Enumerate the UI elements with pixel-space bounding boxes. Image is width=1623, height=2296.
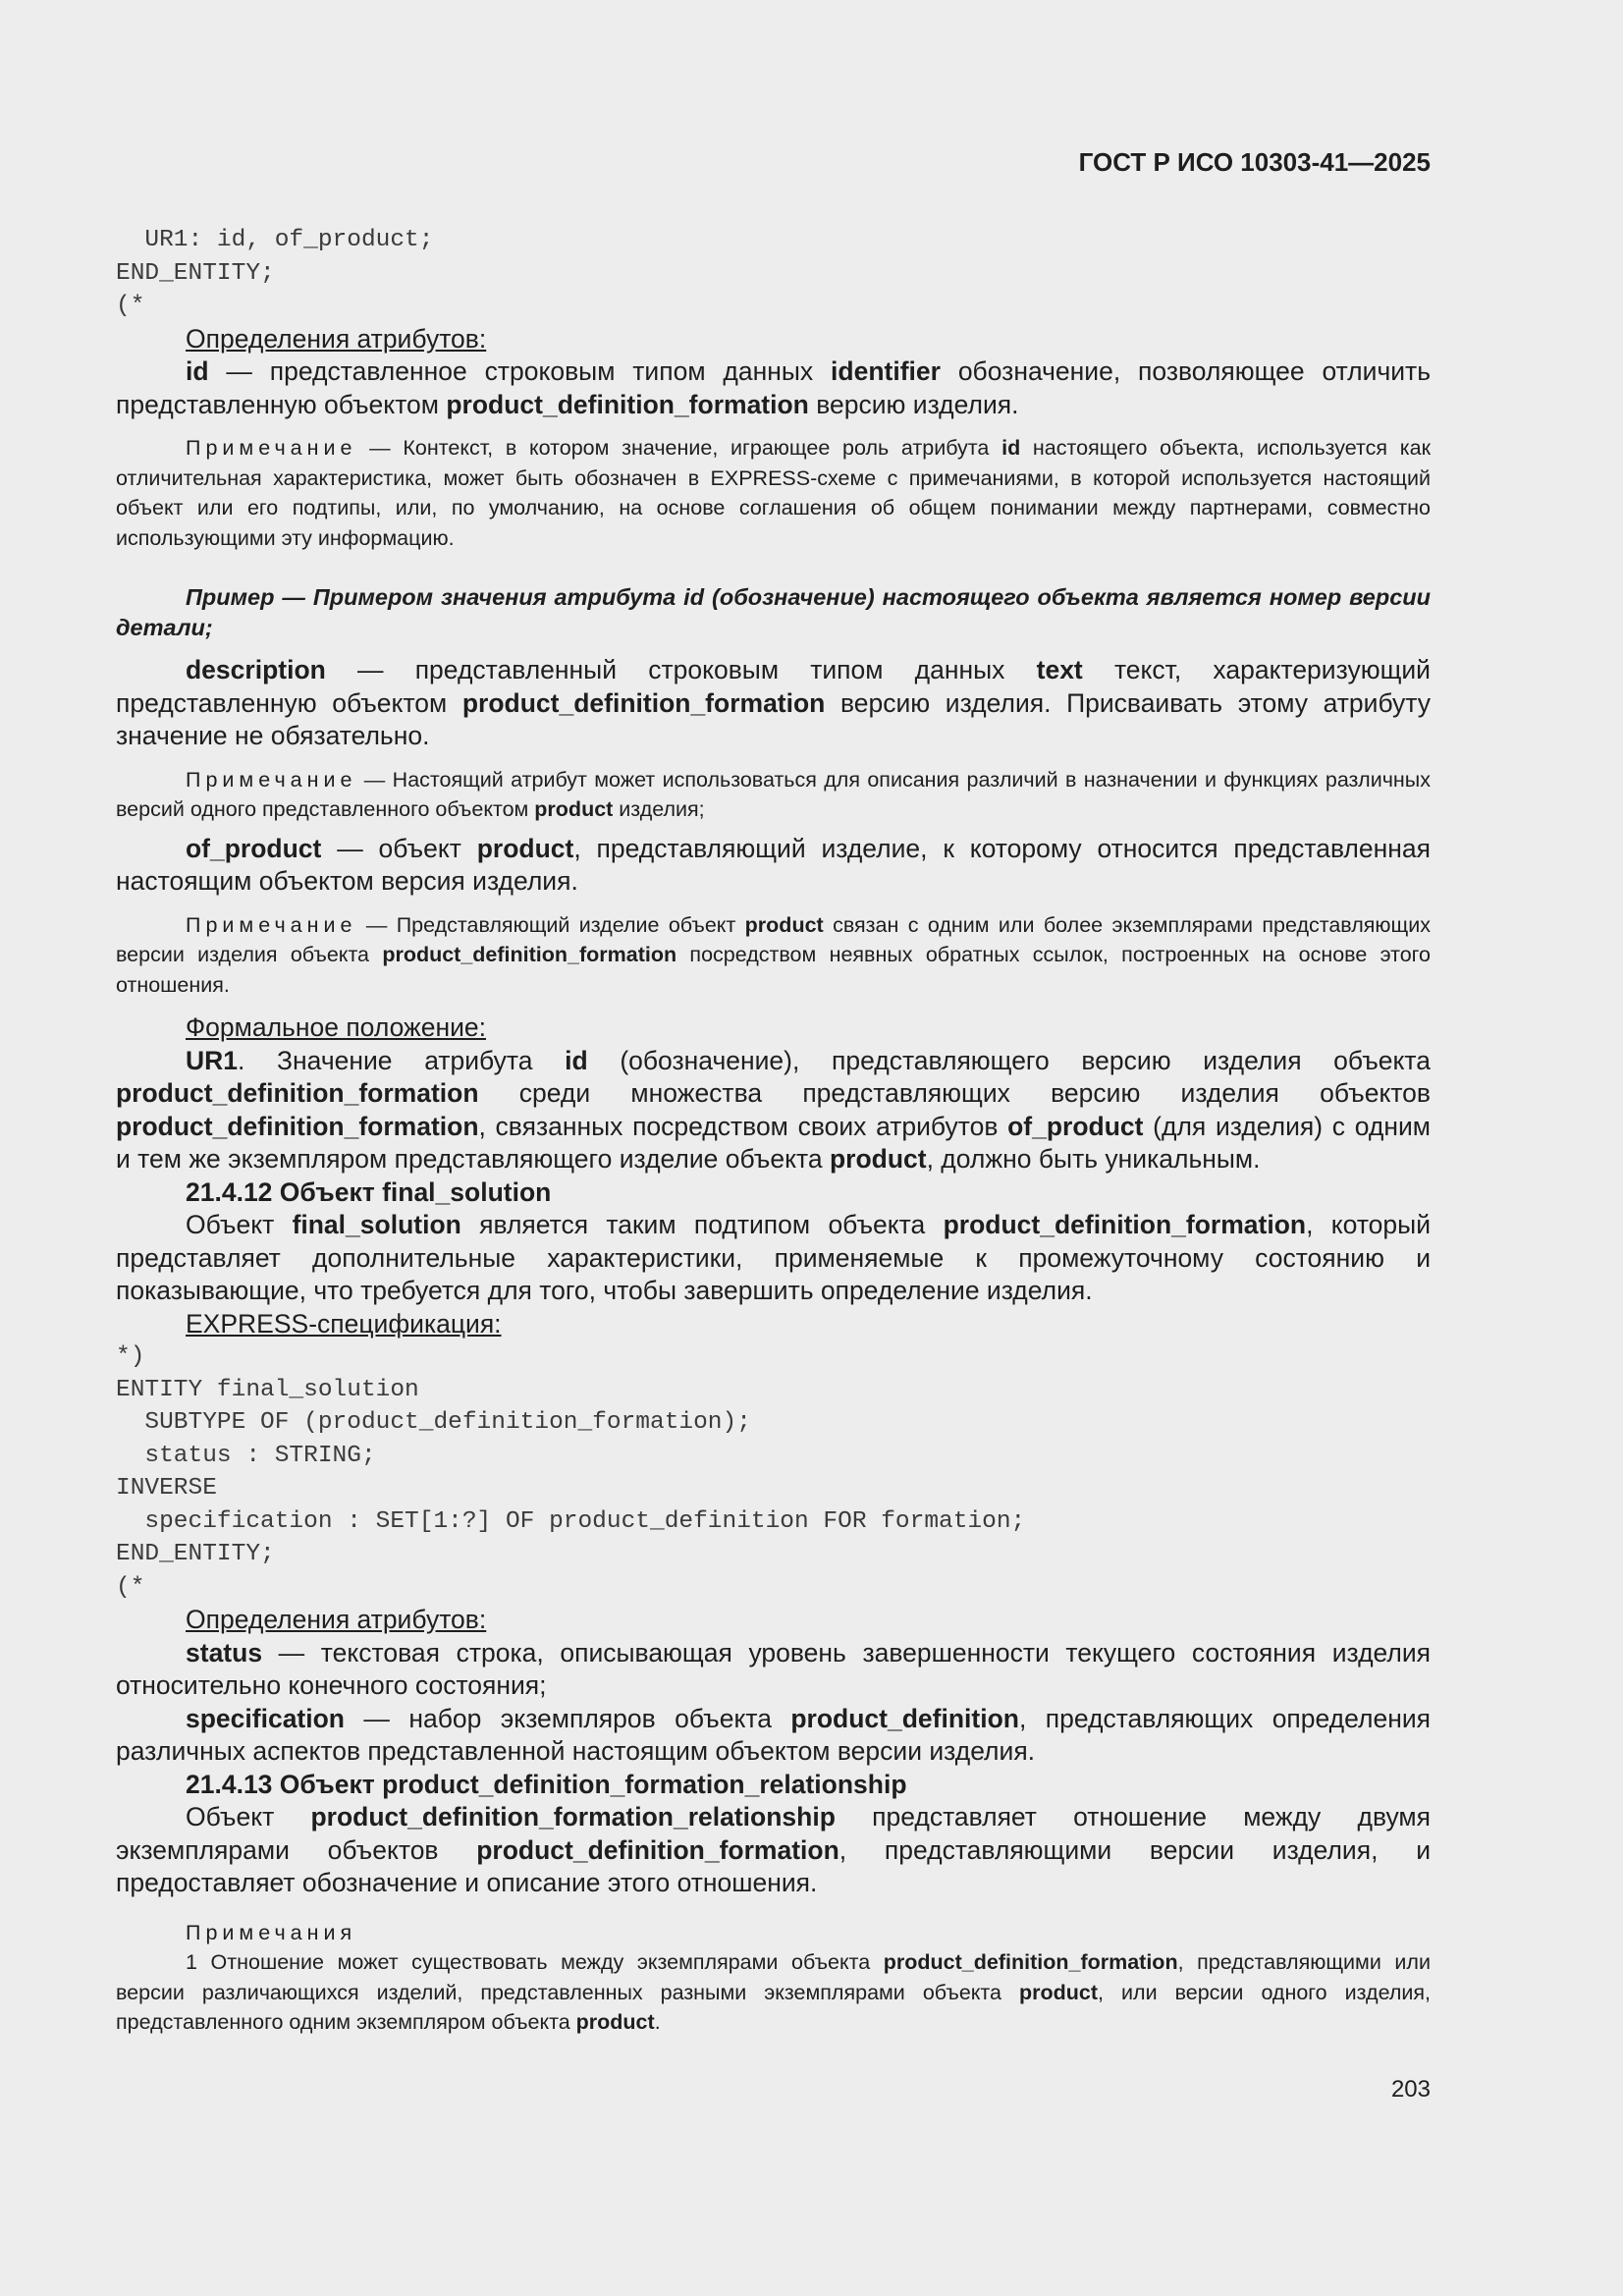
text-fragment: — представленное строковым типом данных — [208, 356, 832, 386]
page-body — [116, 224, 1431, 2038]
text-fragment: — Настоящий атрибут может использоваться для описания различий в назначении и функциях различных версий одного представленного объектом — [116, 767, 1431, 821]
code-line: END_ENTITY; — [116, 1541, 275, 1567]
text-fragment: product_definition — [790, 1703, 1019, 1733]
code-line: INVERSE — [116, 1475, 217, 1502]
text-fragment: text — [1036, 655, 1083, 684]
text-fragment: , представляющих определения различных аспектов представленной настоящим объектом версии изделия. — [116, 1703, 1431, 1766]
text-fragment: product_definition_formation — [382, 943, 677, 966]
text-fragment: status — [186, 1637, 263, 1667]
text-fragment: связан с одним или более экземплярами представляющих версии изделия объекта — [116, 912, 1431, 966]
text-fragment: , представляющий изделие, к которому относится представленная настоящим объектом версия изделия. — [116, 833, 1431, 896]
page-number: 203 — [1390, 2076, 1431, 2103]
text-fragment: product — [744, 912, 824, 937]
text-fragment: . Значение атрибута — [238, 1045, 566, 1075]
text-fragment: настоящего объекта, используется как отличительная характеристика, может быть обозначен в EXPRESS-схеме с примечаниями, в которой используется настоящий объект или его подтипы, или, по умолчанию, на основе соглашения об общем понимании между партнерами, совместно использующими эту информацию. — [116, 436, 1431, 550]
text-fragment: identifier — [831, 356, 941, 386]
text-fragment: Примечания — [186, 1920, 357, 1944]
text-fragment: Определения атрибутов: — [186, 323, 487, 354]
text-fragment: среди множества представляющих версию изделия объектов — [478, 1078, 1431, 1108]
text-fragment: product_definition_formation — [116, 1078, 479, 1108]
code-line: *) — [116, 1343, 145, 1370]
ur1-rule — [116, 1045, 1431, 1176]
text-fragment: product_definition_formation — [476, 1834, 839, 1865]
text-fragment: id — [1001, 436, 1021, 460]
of-product-definition — [116, 833, 1431, 899]
text-fragment: product_definition_formation — [461, 687, 826, 718]
text-fragment: — Представляющий изделие объект — [356, 912, 745, 937]
text-fragment: EXPRESS-спецификация: — [186, 1308, 502, 1339]
text-fragment: product — [534, 797, 614, 821]
text-fragment: — объект — [321, 833, 477, 863]
text-fragment: id — [186, 356, 209, 386]
code-block-final-solution — [116, 1340, 1431, 1604]
text-fragment: — представленный строковым типом данных — [325, 655, 1037, 684]
attribute-definitions-heading-2 — [116, 1604, 1431, 1637]
text-fragment: Примечание — [186, 767, 357, 792]
text-fragment: Примечание — [186, 912, 357, 937]
text-fragment: (для изделия) с одним и тем же экземпляром представляющего изделие объекта — [116, 1111, 1431, 1174]
text-fragment: , связанных посредством своих атрибутов — [478, 1111, 1008, 1141]
code-line: SUBTYPE OF (product_definition_formation); — [116, 1409, 751, 1436]
attribute-definitions-heading — [116, 323, 1431, 356]
text-fragment: посредством неявных обратных ссылок, построенных на основе этого отношения. — [116, 943, 1431, 997]
specification-definition — [116, 1703, 1431, 1769]
text-fragment: версию изделия. — [808, 389, 1019, 419]
text-fragment: product_definition_formation — [446, 389, 809, 419]
description-definition — [116, 654, 1431, 753]
text-fragment: product — [1019, 1980, 1099, 2004]
text-fragment: product — [476, 833, 574, 863]
final-solution-paragraph — [116, 1209, 1431, 1308]
text-fragment: product_definition_formation — [116, 1111, 479, 1141]
text-fragment: , который представляет дополнительные характеристики, применяемые к промежуточному состоянию и показывающие, что требуется для того, чтобы завершить определение изделия. — [116, 1210, 1431, 1305]
text-fragment: Объект — [186, 1210, 293, 1239]
code-line: (* — [116, 1573, 145, 1601]
text-fragment: , представляющими версии изделия, и предоставляет обозначение и описание этого отношения. — [116, 1834, 1431, 1897]
id-definition — [116, 355, 1431, 421]
code-line: ENTITY final_solution — [116, 1376, 419, 1403]
note-relationship — [116, 1947, 1431, 2038]
text-fragment: Примечание — [186, 436, 357, 460]
text-fragment: product_definition_formation — [883, 1950, 1178, 1974]
code-line: END_ENTITY; — [116, 259, 275, 287]
section-heading-21-4-12: 21.4.12 Объект final_solution — [186, 1176, 552, 1207]
text-fragment: изделия; — [613, 797, 705, 821]
text-fragment: представляет отношение между двумя экземплярами объектов — [116, 1802, 1431, 1865]
pdfr-paragraph — [116, 1801, 1431, 1900]
code-line: specification : SET[1:?] OF product_definition FOR formation; — [116, 1507, 1026, 1535]
text-fragment: UR1 — [186, 1045, 239, 1075]
text-fragment: 1 Отношение может существовать между экземплярами объекта — [186, 1950, 884, 1974]
notes-heading — [116, 1918, 1431, 1948]
text-fragment: версию изделия. Присваивать этому атрибуту значение не обязательно. — [116, 687, 1431, 750]
text-fragment: final_solution — [292, 1210, 461, 1239]
text-fragment: . — [654, 2010, 661, 2034]
text-fragment: Определения атрибутов: — [186, 1605, 487, 1634]
text-fragment: текст, характеризующий представленную объектом — [116, 655, 1431, 718]
code-line: status : STRING; — [116, 1442, 376, 1469]
text-fragment: — текстовая строка, описывающая уровень завершенности текущего состояния изделия относительно конечного состояния; — [116, 1637, 1431, 1700]
example-id: Пример — Примером значения атрибута id (обозначение) настоящего объекта является номер версии детали; — [116, 584, 1431, 640]
text-fragment: , или версии одного изделия, представленного одним экземпляром объекта — [116, 1980, 1431, 2034]
note-of-product — [116, 910, 1431, 1001]
text-fragment: id — [565, 1045, 588, 1075]
text-fragment: description — [186, 655, 326, 684]
text-fragment: of_product — [186, 833, 322, 863]
code-block-ur1 — [116, 224, 1431, 323]
text-fragment: product — [575, 2010, 655, 2034]
express-specification-heading — [116, 1308, 1431, 1341]
text-fragment: of_product — [1007, 1111, 1144, 1141]
text-fragment: product — [829, 1144, 927, 1174]
text-fragment: — набор экземпляров объекта — [345, 1703, 791, 1733]
status-definition — [116, 1637, 1431, 1703]
standard-header: ГОСТ Р ИСО 10303-41—2025 — [1078, 147, 1431, 177]
text-fragment: , должно быть уникальным. — [926, 1144, 1261, 1174]
code-line: UR1: id, of_product; — [116, 227, 434, 253]
note-id — [116, 433, 1431, 553]
text-fragment: product_definition_formation_relationship — [310, 1802, 836, 1831]
section-heading-21-4-13: 21.4.13 Объект product_definition_formation_relationship — [186, 1769, 907, 1799]
text-fragment: Формальное положение: — [186, 1012, 487, 1042]
text-fragment: (обозначение), представляющего версию изделия объекта — [587, 1045, 1431, 1075]
text-fragment: обозначение, позволяющее отличить представленную объектом — [116, 356, 1431, 419]
note-description — [116, 765, 1431, 825]
text-fragment: , представляющими или версии различающихся изделий, представленных разными экземплярами объекта — [116, 1950, 1431, 2004]
text-fragment: является таким подтипом объекта — [460, 1210, 944, 1239]
text-fragment: — Контекст, в котором значение, играющее роль атрибута — [356, 436, 1002, 460]
formal-proposition-heading — [116, 1011, 1431, 1045]
text-fragment: Объект — [186, 1802, 311, 1831]
code-line: (* — [116, 293, 145, 319]
text-fragment: specification — [186, 1703, 345, 1733]
text-fragment: product_definition_formation — [943, 1210, 1307, 1239]
